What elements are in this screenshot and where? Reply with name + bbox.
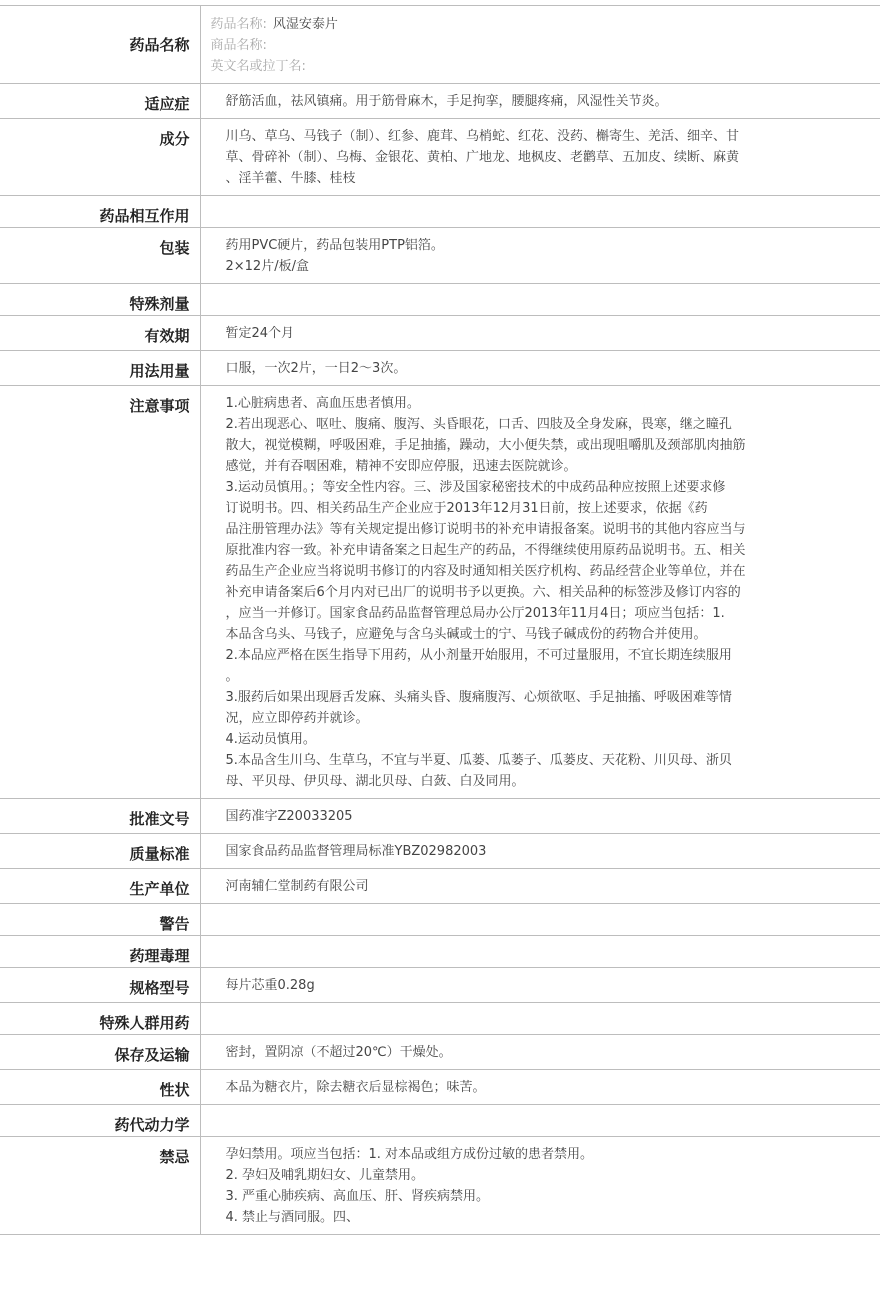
row-label: 注意事项 [0, 386, 200, 799]
row-validity [0, 316, 880, 351]
value-line: 补充申请备案后6个月内对已出厂的说明书予以更换。六、相关品种的标签涉及修订内容的 [225, 585, 741, 600]
row-value [200, 834, 880, 869]
row-pharmacology [0, 936, 880, 968]
value-line: 草、骨碎补（制）、乌梅、金银花、黄柏、广地龙、地枫皮、老鹳草、五加皮、续断、麻黄 [225, 150, 740, 165]
row-value [200, 284, 880, 316]
value-line: 2×12片/板/盒 [225, 259, 309, 274]
value-line: 国家食品药品监督管理局标准YBZ02982003 [225, 844, 487, 859]
value-line: 孕妇禁用。项应当包括：1. 对本品或组方成份过敏的患者禁用。 [225, 1147, 594, 1162]
value-line: 密封，置阴凉（不超过20℃）干燥处。 [225, 1045, 452, 1060]
row-contraindications [0, 1137, 880, 1235]
value-line: 品注册管理办法》等有关规定提出修订说明书的补充申请报备案。说明书的其他内容应当与 [225, 522, 746, 537]
row-value [200, 386, 880, 799]
value-line: 河南辅仁堂制药有限公司 [225, 879, 369, 894]
row-label: 禁忌 [0, 1137, 200, 1235]
row-drug-name [0, 6, 880, 84]
value-line: 本品含乌头、马钱子，应避免与含乌头碱或士的宁、马钱子碱成份的药物合并使用。 [225, 627, 707, 642]
row-label: 药代动力学 [0, 1105, 200, 1137]
value-line: 5.本品含生川乌、生草乌，不宜与半夏、瓜蒌、瓜蒌子、瓜蒌皮、天花粉、川贝母、浙贝 [225, 753, 732, 768]
drug-name-key: 药品名称: [210, 17, 267, 32]
value-line: 。 [225, 669, 239, 684]
row-label: 有效期 [0, 316, 200, 351]
english-name-line [211, 56, 861, 77]
trade-name-line [211, 35, 861, 56]
row-value [200, 196, 880, 228]
row-storage [0, 1035, 880, 1070]
row-label: 保存及运输 [0, 1035, 200, 1070]
row-value [200, 968, 880, 1003]
value-line: 母、平贝母、伊贝母、湖北贝母、白蔹、白及同用。 [225, 774, 525, 789]
row-label: 药理毒理 [0, 936, 200, 968]
row-label: 成分 [0, 119, 200, 196]
value-line: 药用PVC硬片，药品包装用PTP铝箔。 [225, 238, 444, 253]
value-line: 本品为糖衣片，除去糖衣后显棕褐色；味苦。 [225, 1080, 486, 1095]
row-value [200, 904, 880, 936]
row-value [200, 228, 880, 284]
value-line: 4. 禁止与酒同服。四、 [225, 1210, 360, 1225]
value-line: 2.本品应严格在医生指导下用药，从小剂量开始服用，不可过量服用，不宜长期连续服用 [225, 648, 732, 663]
value-line: 、淫羊藿、牛膝、桂枝 [225, 171, 356, 186]
drug-info-sheet [0, 5, 880, 1235]
row-pharmacokinetics [0, 1105, 880, 1137]
row-value [200, 84, 880, 119]
row-precautions [0, 386, 880, 799]
value-line: 2. 孕妇及哺乳期妇女、儿童禁用。 [225, 1168, 425, 1183]
row-label: 生产单位 [0, 869, 200, 904]
value-line: 况，应立即停药并就诊。 [225, 711, 369, 726]
row-value [200, 1035, 880, 1070]
row-specification [0, 968, 880, 1003]
row-value [200, 351, 880, 386]
row-value [200, 799, 880, 834]
row-value [200, 6, 880, 84]
row-description [0, 1070, 880, 1105]
value-line: 感觉，并有吞咽困难，精神不安即应停服，迅速去医院就诊。 [225, 459, 577, 474]
value-line: 1.心脏病患者、高血压患者慎用。 [225, 396, 420, 411]
row-ingredients [0, 119, 880, 196]
row-warning [0, 904, 880, 936]
value-line: 口服，一次2片，一日2～3次。 [225, 361, 407, 376]
row-manufacturer [0, 869, 880, 904]
row-indication [0, 84, 880, 119]
row-usage [0, 351, 880, 386]
row-label: 质量标准 [0, 834, 200, 869]
value-line: ，应当一并修订。国家食品药品监督管理总局办公厅2013年11月4日；项应当包括：1. [225, 606, 725, 621]
row-value [200, 936, 880, 968]
value-line: 川乌、草乌、马钱子（制）、红参、鹿茸、乌梢蛇、红花、没药、槲寄生、羌活、细辛、甘 [225, 129, 740, 144]
value-line: 国药准字Z20033205 [225, 809, 353, 824]
row-value [200, 1105, 880, 1137]
row-value [200, 119, 880, 196]
row-label: 性状 [0, 1070, 200, 1105]
row-label: 包装 [0, 228, 200, 284]
drug-name-line [211, 14, 861, 35]
value-line: 原批准内容一致。补充申请备案之日起生产的药品，不得继续使用原药品说明书。五、相关 [225, 543, 746, 558]
row-special-dosage [0, 284, 880, 316]
row-label: 药品名称 [0, 6, 200, 84]
row-quality-standard [0, 834, 880, 869]
row-value [200, 1137, 880, 1235]
row-label: 特殊剂量 [0, 284, 200, 316]
row-label: 警告 [0, 904, 200, 936]
value-line: 4.运动员慎用。 [225, 732, 316, 747]
drug-info-table [0, 5, 880, 1235]
row-value [200, 316, 880, 351]
row-approval-number [0, 799, 880, 834]
row-value [200, 1070, 880, 1105]
row-label: 特殊人群用药 [0, 1003, 200, 1035]
row-label: 规格型号 [0, 968, 200, 1003]
row-value [200, 1003, 880, 1035]
value-line: 散大，视觉模糊，呼吸困难，手足抽搐，躁动，大小便失禁，或出现咀嚼肌及颈部肌肉抽筋 [225, 438, 746, 453]
value-line: 暂定24个月 [225, 326, 295, 341]
trade-name-key: 商品名称: [210, 38, 267, 53]
value-line: 舒筋活血，祛风镇痛。用于筋骨麻木，手足拘挛，腰腿疼痛，风湿性关节炎。 [225, 94, 668, 109]
drug-name-value: 风湿安泰片 [272, 17, 338, 32]
row-label: 药品相互作用 [0, 196, 200, 228]
value-line: 订说明书。四、相关药品生产企业应于2013年12月31日前，按上述要求，依据《药 [225, 501, 708, 516]
value-line: 药品生产企业应当将说明书修订的内容及时通知相关医疗机构、药品经营企业等单位，并在 [225, 564, 746, 579]
value-line: 每片芯重0.28g [225, 978, 315, 993]
value-line: 3. 严重心肺疾病、高血压、肝、肾疾病禁用。 [225, 1189, 490, 1204]
value-line: 3.服药后如果出现唇舌发麻、头痛头昏、腹痛腹泻、心烦欲呕、手足抽搐、呼吸困难等情 [225, 690, 732, 705]
row-special-population [0, 1003, 880, 1035]
value-line: 3.运动员慎用。；等安全性内容。三、涉及国家秘密技术的中成药品种应按照上述要求修 [225, 480, 726, 495]
row-packaging [0, 228, 880, 284]
row-value [200, 869, 880, 904]
row-label: 用法用量 [0, 351, 200, 386]
english-name-key: 英文名或拉丁名: [210, 59, 306, 74]
row-label: 适应症 [0, 84, 200, 119]
row-interactions [0, 196, 880, 228]
value-line: 2.若出现恶心、呕吐、腹痛、腹泻、头昏眼花，口舌、四肢及全身发麻，畏寒，继之瞳孔 [225, 417, 732, 432]
row-label: 批准文号 [0, 799, 200, 834]
